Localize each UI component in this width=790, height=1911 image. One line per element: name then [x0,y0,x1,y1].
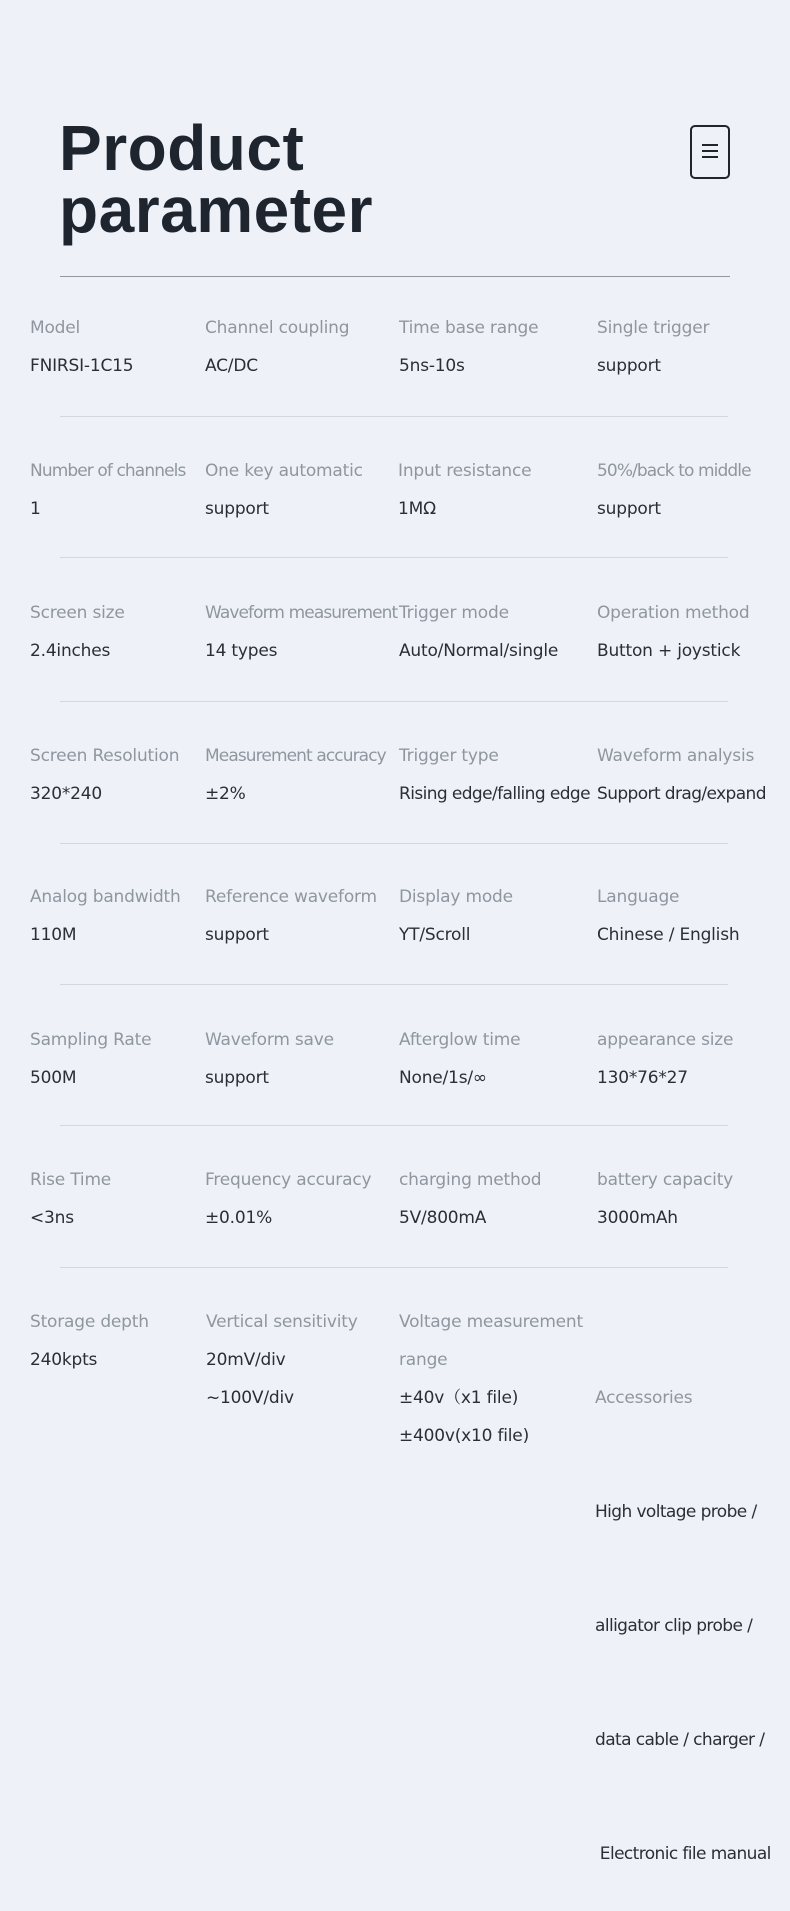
param-back-to-middle [597,452,751,528]
param-label: Model [30,318,81,338]
param-label: Voltage measurement [399,1312,583,1332]
param-label: Frequency accuracy [205,1170,372,1190]
param-label: Screen size [30,603,125,623]
param-analog-bandwidth [30,878,181,954]
param-voltage-measurement-range [399,1303,583,1455]
param-label: Waveform measurement [205,603,398,623]
param-label: range [399,1350,448,1370]
param-label: Language [597,887,680,907]
param-label: Afterglow time [399,1030,521,1050]
param-value: 240kpts [30,1350,98,1370]
param-label: Waveform analysis [597,746,755,766]
param-input-resistance [398,452,531,528]
param-value: ±2% [205,784,246,804]
param-measurement-accuracy [205,737,386,813]
param-value: 500M [30,1068,77,1088]
param-value: High voltage probe / [595,1502,757,1522]
param-label: Rise Time [30,1170,112,1190]
param-trigger-type [399,737,590,813]
param-label: Measurement accuracy [205,746,386,766]
param-value: support [205,1068,269,1088]
param-value: 110M [30,925,77,945]
param-value: alligator clip probe / [595,1616,753,1636]
row-divider [60,416,728,417]
param-label: Waveform save [205,1030,334,1050]
param-channel-coupling [205,309,349,385]
param-waveform-analysis [597,737,766,813]
param-label: Single trigger [597,318,710,338]
row-divider [60,984,728,985]
title-divider [60,276,730,277]
param-waveform-measurement [205,594,397,670]
param-time-base-range [399,309,538,385]
param-label: Trigger type [399,746,499,766]
param-screen-resolution [30,737,179,813]
param-label: Input resistance [398,461,532,481]
param-value: Support drag/expand [597,784,766,804]
param-battery-capacity [597,1161,733,1237]
param-label: Channel coupling [205,318,350,338]
param-label: Operation method [597,603,750,623]
param-trigger-mode [399,594,558,670]
param-value: 5V/800mA [399,1208,487,1228]
param-value: 5ns-10s [399,356,465,376]
param-label: charging method [399,1170,542,1190]
param-value: ±40v（x1 file) [399,1388,519,1408]
param-label: Number of channels [30,461,186,481]
param-value: FNIRSI-1C15 [30,356,134,376]
param-storage-depth [30,1303,149,1379]
param-label: Accessories [595,1388,693,1408]
param-value: None/1s/∞ [399,1068,487,1088]
row-divider [60,1125,728,1126]
param-frequency-accuracy [205,1161,371,1237]
param-label: appearance size [597,1030,734,1050]
param-charging-method [399,1161,541,1237]
param-screen-size [30,594,125,670]
param-vertical-sensitivity [206,1303,358,1417]
param-value: 2.4inches [30,641,111,661]
page-title-line-1: Product [59,112,305,184]
param-value: data cable / charger / [595,1730,765,1750]
param-value: Electronic file manual [595,1844,771,1864]
row-divider [60,843,728,844]
param-value: Chinese / English [597,925,740,945]
param-value: support [597,356,661,376]
param-value: Auto/Normal/single [399,641,559,661]
page-title-line-2: parameter [59,174,373,246]
param-reference-waveform [205,878,377,954]
param-value: ±0.01% [205,1208,273,1228]
param-label: Vertical sensitivity [206,1312,358,1332]
param-one-key-automatic [205,452,363,528]
param-value: AC/DC [205,356,258,376]
document-list-icon [690,125,730,179]
param-value: 14 types [205,641,278,661]
param-value: Rising edge/falling edge [399,784,590,804]
param-operation-method [597,594,749,670]
param-waveform-save [205,1021,334,1097]
param-value: YT/Scroll [399,925,471,945]
param-sampling-rate [30,1021,151,1097]
param-model [30,309,133,385]
param-label: Reference waveform [205,887,377,907]
param-rise-time [30,1161,111,1237]
param-value: ±400v(x10 file) [399,1426,530,1446]
row-divider [60,557,728,558]
page-title [59,112,373,246]
param-display-mode [399,878,513,954]
param-accessories [595,1303,771,1911]
param-label: 50%/back to middle [597,461,751,481]
param-label: Time base range [399,318,539,338]
row-divider [60,701,728,702]
param-label: One key automatic [205,461,363,481]
param-value: ~100V/div [206,1388,294,1408]
param-value: 1MΩ [398,499,436,519]
param-value: Button + joystick [597,641,741,661]
param-afterglow-time [399,1021,520,1097]
param-value: 320*240 [30,784,102,804]
param-value: support [205,925,269,945]
param-label: Trigger mode [399,603,509,623]
param-value: 3000mAh [597,1208,678,1228]
param-value: support [205,499,269,519]
row-divider [60,1267,728,1268]
param-value: 20mV/div [206,1350,286,1370]
param-language [597,878,739,954]
param-appearance-size [597,1021,733,1097]
param-value: 1 [30,499,41,519]
param-label: Storage depth [30,1312,149,1332]
param-label: Sampling Rate [30,1030,152,1050]
param-number-of-channels [30,452,185,528]
param-label: battery capacity [597,1170,734,1190]
param-single-trigger [597,309,709,385]
param-label: Screen Resolution [30,746,180,766]
param-value: 130*76*27 [597,1068,688,1088]
param-value: support [597,499,661,519]
param-value: <3ns [30,1208,74,1228]
param-label: Analog bandwidth [30,887,181,907]
param-label: Display mode [399,887,513,907]
